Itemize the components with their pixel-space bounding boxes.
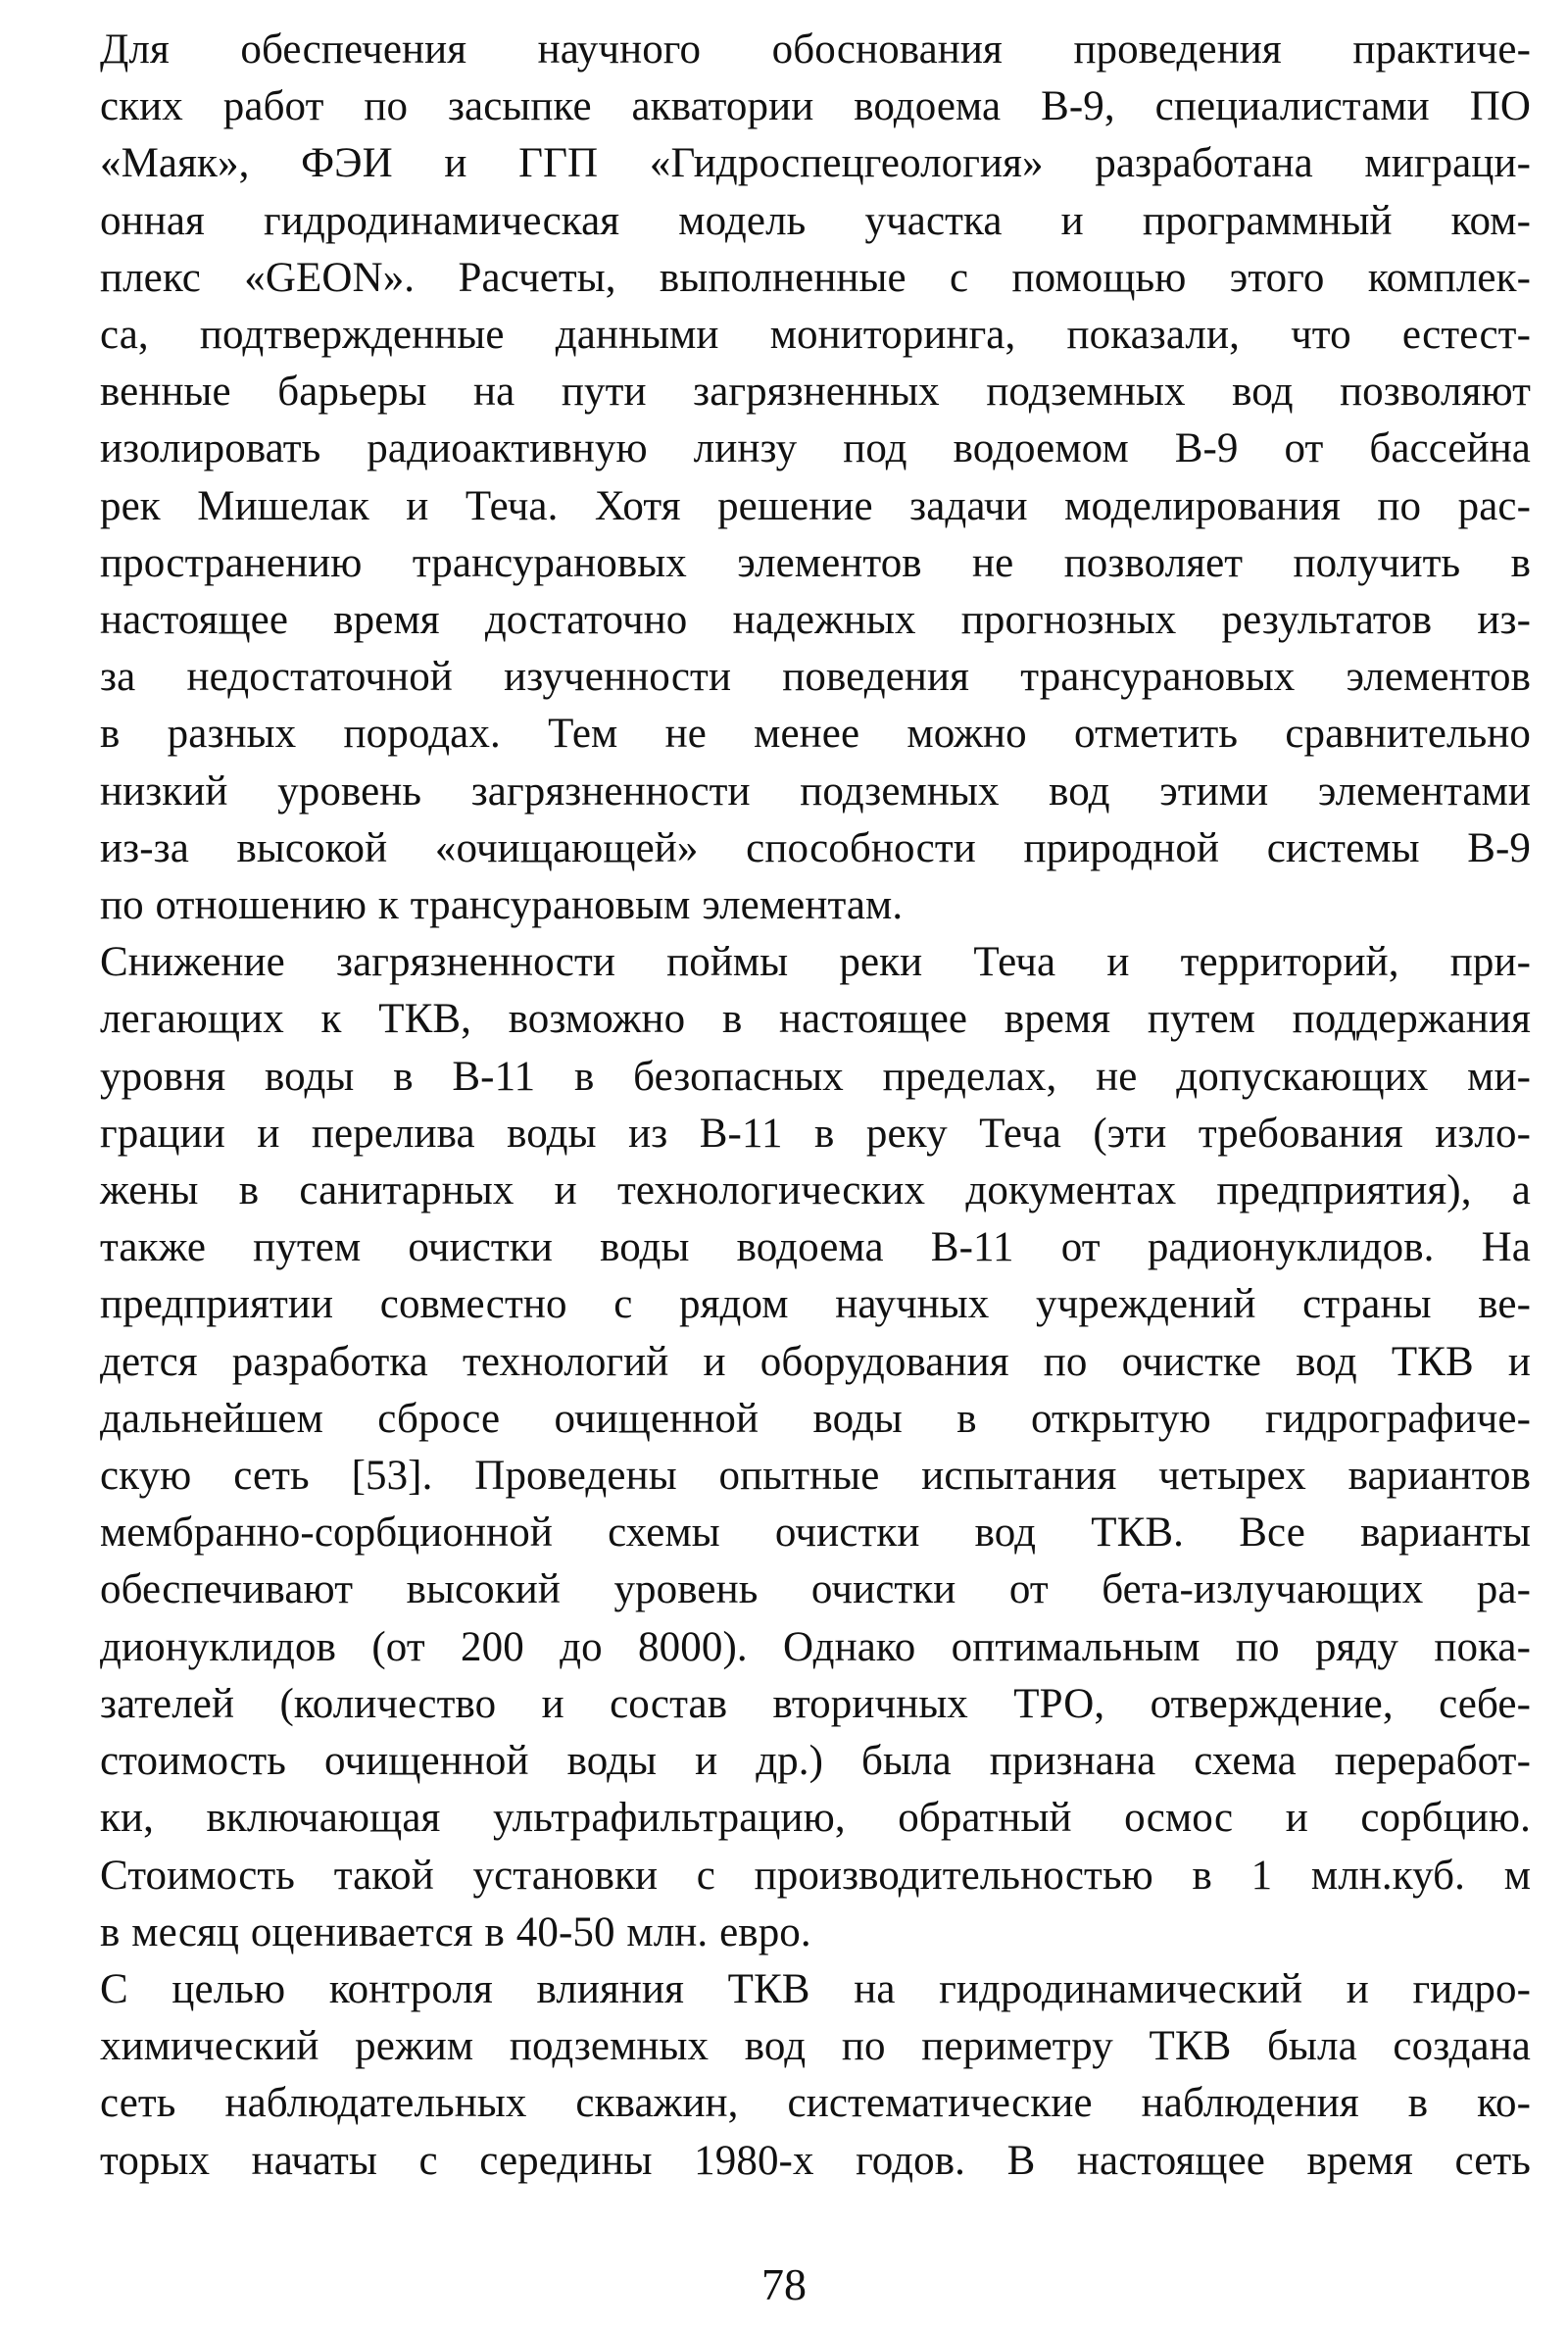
page-number: 78: [761, 2259, 807, 2309]
text-line: уровня воды в В-11 в безопасных пределах, не допускающих ми-: [100, 1053, 1531, 1100]
text-line: низкий уровень загрязненности подземных вод этими элементами: [100, 767, 1531, 815]
paragraph-3: [39, 1961, 1531, 2190]
paragraph-2: [39, 934, 1531, 1961]
text-line: дется разработка технологий и оборудования по очистке вод ТКВ и: [100, 1338, 1531, 1385]
text-line: Стоимость такой установки с производительностью в 1 млн.куб. м: [100, 1852, 1531, 1899]
text-line: за недостаточной изученности поведения трансурановых элементов: [100, 654, 1531, 701]
text-line: плекс «GEON». Расчеты, выполненные с помощью этого комплек-: [100, 254, 1531, 301]
text-line: Для обеспечения научного обоснования проведения практиче-: [100, 26, 1531, 73]
text-line: ки, включающая ультрафильтрацию, обратный осмос и сорбцию.: [100, 1795, 1531, 1842]
text-line: рек Мишелак и Теча. Хотя решение задачи моделирования по рас-: [100, 482, 1531, 529]
text-line: настоящее время достаточно надежных прогнозных результатов из-: [100, 597, 1531, 644]
text-line: по отношению к трансурановым элементам.: [100, 882, 904, 929]
text-line: венные барьеры на пути загрязненных подземных вод позволяют: [100, 369, 1531, 416]
text-line: сеть наблюдательных скважин, систематические наблюдения в ко-: [100, 2080, 1531, 2127]
text-line: торых начаты с середины 1980-х годов. В настоящее время сеть: [100, 2137, 1531, 2184]
text-line: легающих к ТКВ, возможно в настоящее время путем поддержания: [100, 996, 1531, 1043]
text-line: стоимость очищенной воды и др.) была признана схема переработ-: [100, 1738, 1531, 1785]
text-line: зателей (количество и состав вторичных ТРО, отверждение, себе-: [100, 1680, 1531, 1727]
text-line: мембранно-сорбционной схемы очистки вод ТКВ. Все варианты: [100, 1509, 1531, 1557]
text-line: пространению трансурановых элементов не позволяет получить в: [100, 539, 1531, 586]
text-line: в разных породах. Тем не менее можно отметить сравнительно: [100, 711, 1531, 758]
text-line: в месяц оценивается в 40-50 млн. евро.: [100, 1908, 811, 1955]
text-line: ских работ по засыпке акватории водоема В-9, специалистами ПО: [100, 83, 1531, 130]
text-line: Снижение загрязненности поймы реки Теча и территорий, при-: [100, 939, 1531, 986]
text-line: С целью контроля влияния ТКВ на гидродинамический и гидро-: [100, 1965, 1531, 2012]
text-line: дионуклидов (от 200 до 8000). Однако оптимальным по ряду пока-: [100, 1623, 1531, 1670]
text-line: онная гидродинамическая модель участка и программный ком-: [100, 197, 1531, 244]
text-line: са, подтвержденные данными мониторинга, показали, что естест-: [100, 312, 1531, 359]
paragraph-1: [39, 22, 1531, 934]
text-line: обеспечивают высокий уровень очистки от бета-излучающих ра-: [100, 1566, 1531, 1613]
text-line: химический режим подземных вод по периметру ТКВ была создана: [100, 2023, 1531, 2070]
text-line: изолировать радиоактивную линзу под водоемом В-9 от бассейна: [100, 425, 1531, 472]
text-line: также путем очистки воды водоема В-11 от радионуклидов. На: [100, 1224, 1531, 1271]
document-page: [39, 22, 1531, 2305]
text-line: скую сеть [53]. Проведены опытные испытания четырех вариантов: [100, 1453, 1531, 1500]
text-line: предприятии совместно с рядом научных учреждений страны ве-: [100, 1281, 1531, 1328]
text-line: из-за высокой «очищающей» способности природной системы В-9: [100, 824, 1531, 871]
text-line: «Маяк», ФЭИ и ГГП «Гидроспецгеология» разработана миграци-: [100, 140, 1531, 187]
text-line: грации и перелива воды из В-11 в реку Теча (эти требования изло-: [100, 1110, 1531, 1157]
text-line: жены в санитарных и технологических документах предприятия), а: [100, 1167, 1531, 1214]
text-line: дальнейшем сбросе очищенной воды в открытую гидрографиче-: [100, 1395, 1531, 1442]
